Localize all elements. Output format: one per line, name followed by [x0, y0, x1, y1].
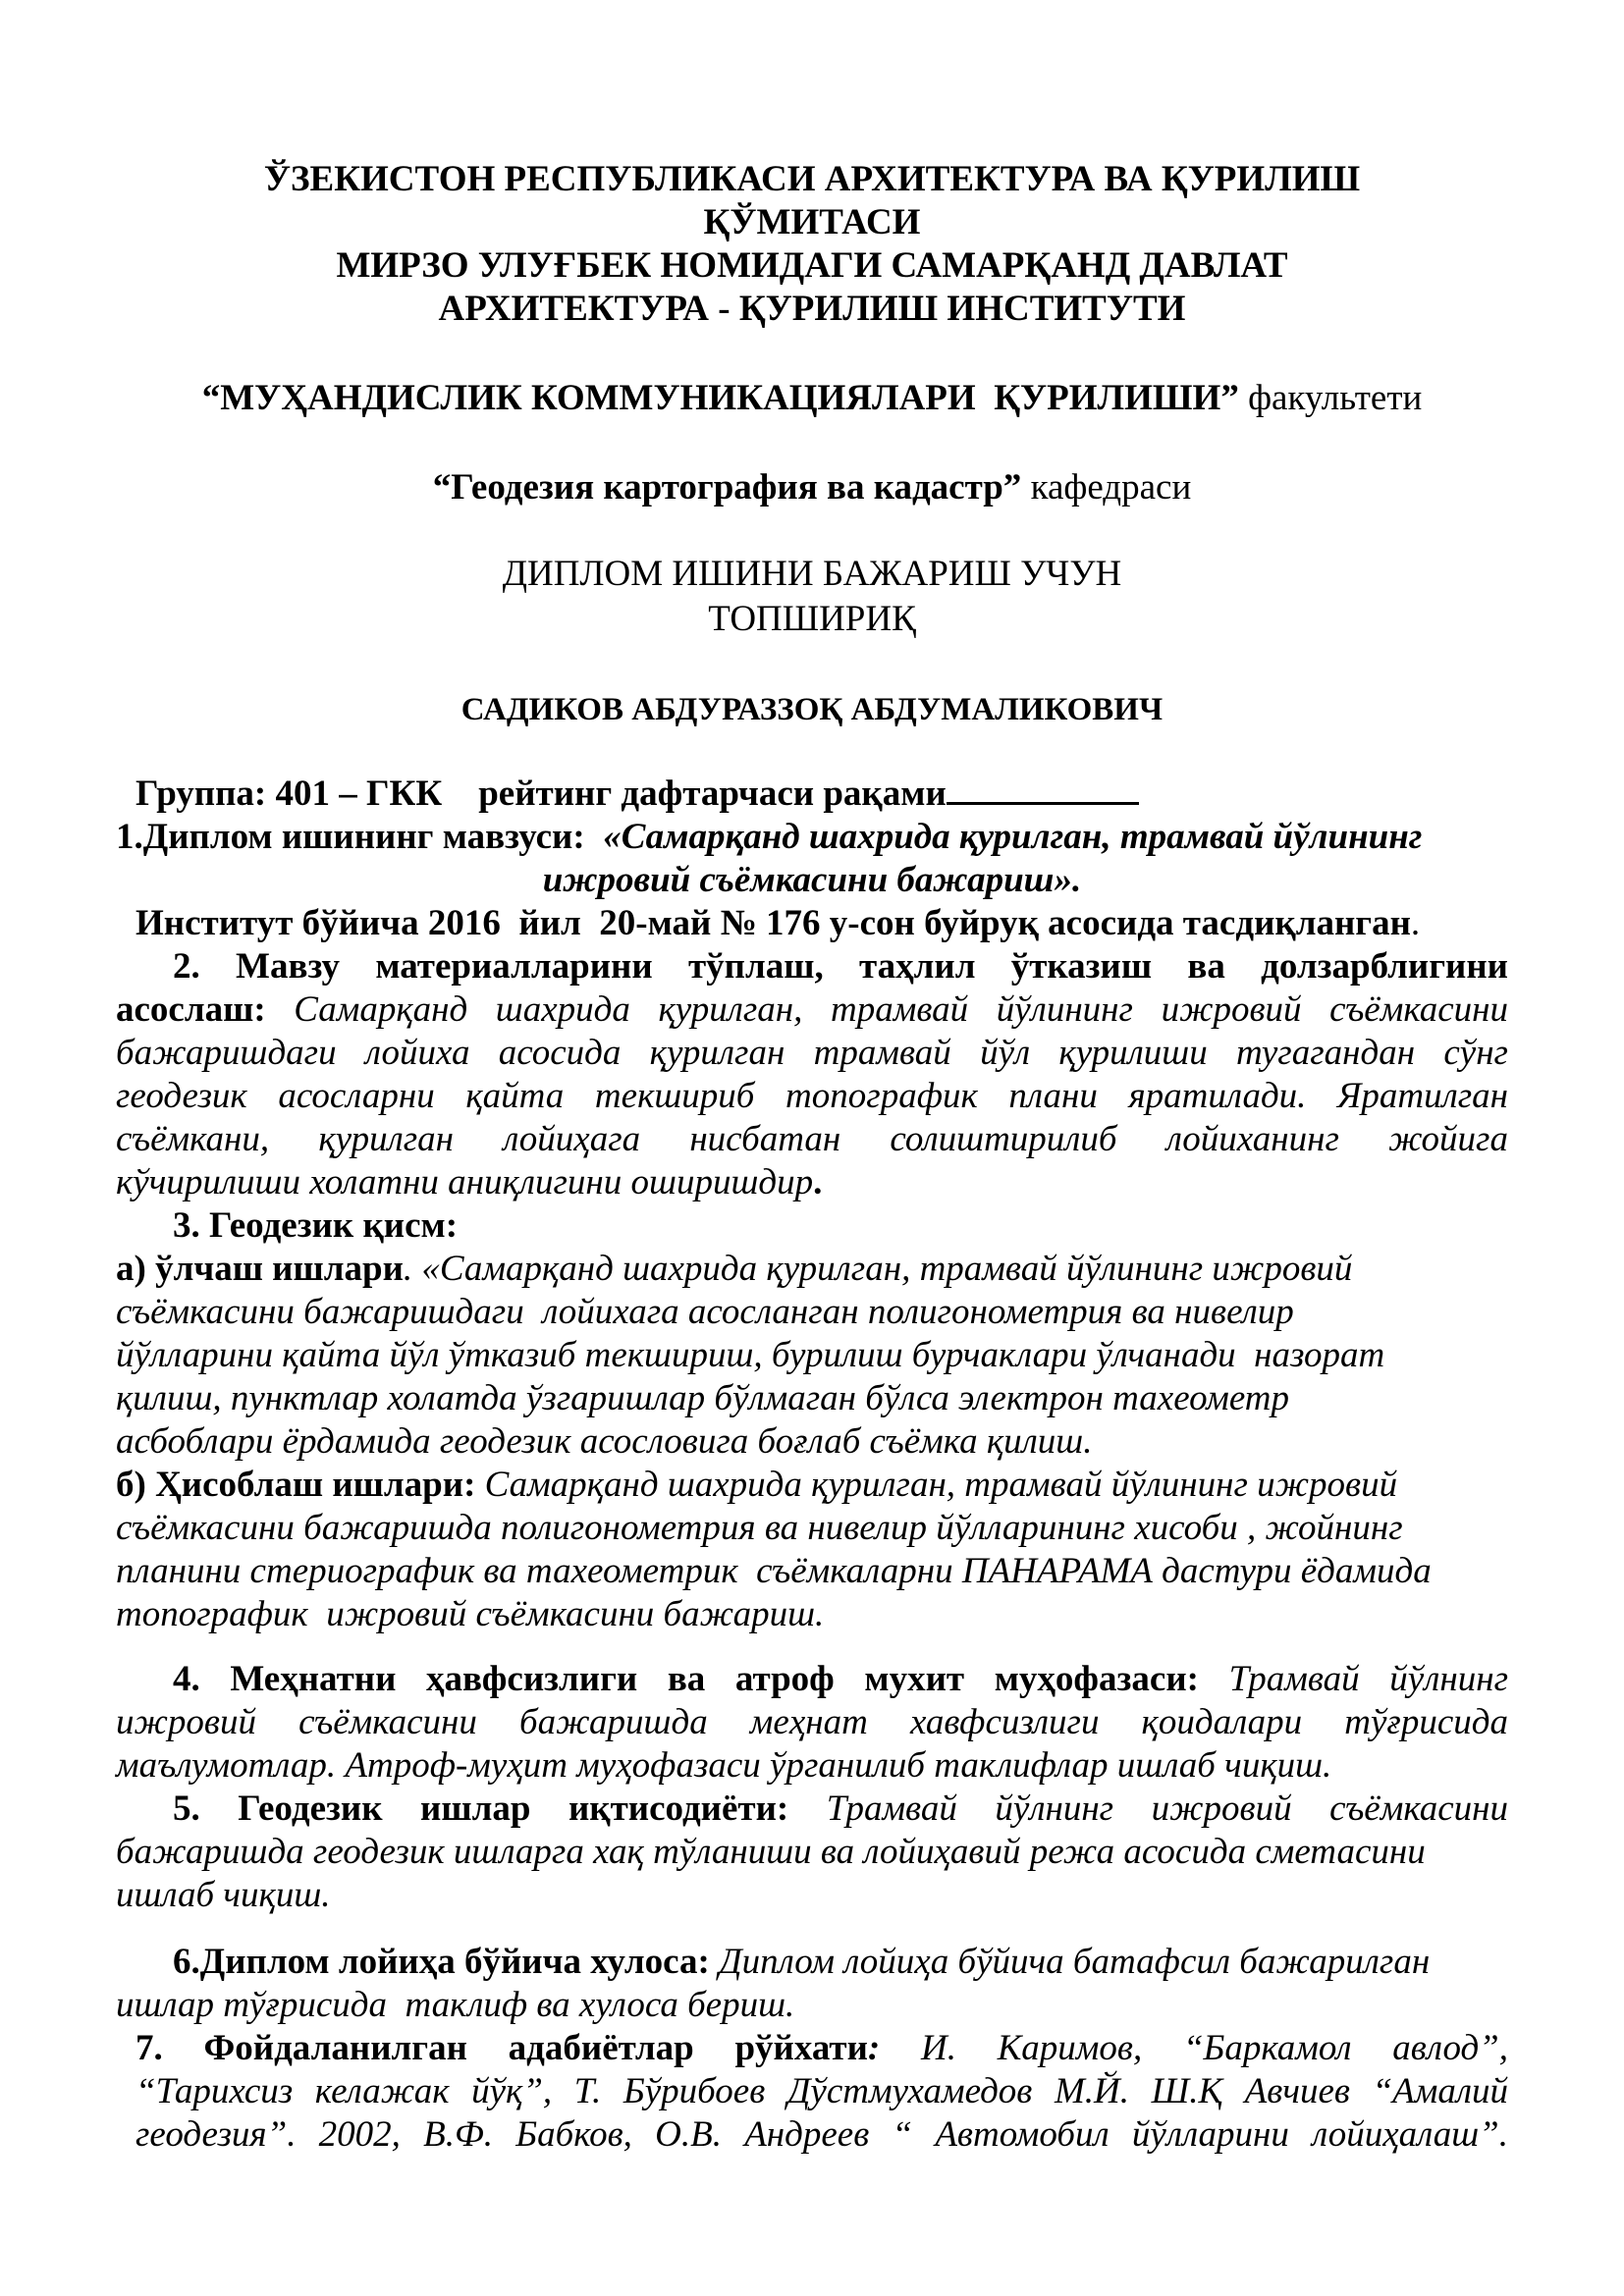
rating-number-blank [947, 773, 1139, 805]
section2-line-2: асослаш: Самарқанд шахрида қурилган, трамвай йўлининг ижровий съёмкасини [116, 989, 1508, 1030]
org-title-line-1: ЎЗЕКИСТОН РЕСПУБЛИКАСИ АРХИТЕКТУРА ВА ҚУРИЛИШ [263, 159, 1361, 199]
department-suffix: кафедраси [1021, 467, 1192, 507]
section2-line-3: бажаришдаги лойиха асосида қурилган трамвай йўл қурилиши тугагандан сўнг [116, 1033, 1508, 1073]
faculty-line [0, 376, 1624, 421]
section3-a-line-2: съёмкасини бажаришдаги лойихага асосланган полигонометрия ва нивелир [116, 1292, 1294, 1332]
department-line [0, 465, 1624, 510]
section3-b-line-4: топографик ижровий съёмкасини бажариш. [116, 1594, 825, 1634]
student-name: САДИКОВ АБДУРАЗЗОҚ АБДУМАЛИКОВИЧ [460, 692, 1164, 727]
section3-a-line-3: йўлларини қайта йўл ўтказиб текшириш, бурилиш бурчаклари ўлчанади назорат [116, 1335, 1385, 1375]
section7-line-2: “Тарихсиз келажак йўқ”, Т. Бўрибоев Дўстмухамедов М.Й. Ш.Қ Авчиев “Амалий [135, 2071, 1508, 2111]
section6-heading: 6.Диплом лойиҳа бўйича хулоса: [173, 1942, 710, 1982]
section7-line-1: 7. Фойдаланилган адабиётлар рўйхати: И. Каримов, “Баркамол авлод”, [135, 2028, 1508, 2068]
section2-line-4: геодезик асосларни қайта текшириб топографик плани яратилади. Яратилган [116, 1076, 1508, 1116]
section3-b-line-2: съёмкасини бажаришда полигонометрия ва нивелир йўлларининг хисоби , жойнинг [116, 1508, 1403, 1548]
group-line [135, 772, 1139, 817]
section4-heading: 4. Меҳнатни ҳавфсизлиги ва атроф мухит муҳофазаси: [173, 1659, 1199, 1699]
section3-heading: 3. Геодезик қисм: [173, 1205, 459, 1246]
org-title-line-2: ҚЎМИТАСИ [703, 202, 921, 242]
section3-a-line-1: а) ўлчаш ишлари. «Самарқанд шахрида қурилган, трамвай йўлининг ижровий [116, 1249, 1353, 1289]
section6-line-2: ишлар тўғрисида таклиф ва хулоса бериш. [116, 1985, 795, 2025]
section3-b-line-1: б) Ҳисоблаш ишлари: Самарқанд шахрида қурилган, трамвай йўлининг ижровий [116, 1465, 1398, 1505]
doc-title-line-2: ТОПШИРИҚ [708, 599, 916, 639]
section7-line-3: геодезия”. 2002, В.Ф. Бабков, О.В. Андреев “ Автомобил йўлларини лойиҳалаш”. [135, 2114, 1508, 2155]
section3-a-line-4: қилиш, пунктлар холатда ўзгаришлар бўлмаган бўлса электрон тахеометр [116, 1378, 1289, 1418]
section5-heading: 5. Геодезик ишлар иқтисодиёти: [173, 1789, 789, 1829]
section2-heading: 2. Мавзу материалларини тўплаш, таҳлил ўтказиш ва долзарблигини [173, 946, 1508, 987]
section5-line-2: бажаришда геодезик ишларга хақ тўланиши ва лойиҳавий режа асосида сметасини [116, 1832, 1426, 1872]
section1-topic-line-2: ижровий съёмкасини бажариш». [542, 860, 1082, 900]
org-title-line-3: МИРЗО УЛУҒБЕК НОМИДАГИ САМАРҚАНД ДАВЛАТ [336, 245, 1288, 286]
section4-line-3: маълумотлар. Атроф-муҳит муҳофазаси ўрганилиб таклифлар ишлаб чиқиш. [116, 1745, 1332, 1786]
calculation-works-label: б) Ҳисоблаш ишлари: [116, 1465, 476, 1505]
org-title-line-4: АРХИТЕКТУРА - ҚУРИЛИШ ИНСТИТУТИ [438, 289, 1186, 329]
section4-line-2: ижровий съёмкасини бажаришда меҳнат хавфсизлиги қоидалари тўғрисида [116, 1702, 1508, 1742]
doc-title-line-1: ДИПЛОМ ИШИНИ БАЖАРИШ УЧУН [502, 554, 1122, 594]
section5-line-1: 5. Геодезик ишлар иқтисодиёти: Трамвай йўлнинг ижровий съёмкасини [173, 1789, 1508, 1829]
section3-a-line-5: асбоблари ёрдамида геодезик асословига боғлаб съёмка қилиш. [116, 1421, 1093, 1462]
department-name: “Геодезия картография ва кадастр” [432, 467, 1022, 507]
section1-line-1 [116, 815, 1422, 860]
section2-line-6: кўчирилиши холатни аниқлигини оширишдир. [116, 1162, 823, 1202]
section4-line-1: 4. Меҳнатни ҳавфсизлиги ва атроф мухит муҳофазаси: Трамвай йўлнинг [173, 1659, 1508, 1699]
section5-line-3: ишлаб чиқиш. [116, 1875, 331, 1915]
group-label: Группа: 401 – ГКК рейтинг дафтарчаси рақами [135, 774, 947, 814]
measurement-works-label: а) ўлчаш ишлари [116, 1249, 404, 1289]
section2-line-5: съёмкани, қурилган лойиҳага нисбатан солиштирилиб лойиханинг жойига [116, 1119, 1508, 1159]
section7-heading: 7. Фойдаланилган адабиётлар рўйхати [135, 2028, 868, 2068]
section1-approval: Институт бўйича 2016 йил 20-май № 176 у-сон буйруқ асосида тасдиқланган. [135, 903, 1421, 943]
section6-line-1: 6.Диплом лойиҳа бўйича хулоса: Диплом лойиҳа бўйича батафсил бажарилган [173, 1942, 1431, 1982]
section1-label: 1.Диплом ишининг мавзуси: [116, 817, 585, 857]
faculty-name: “МУҲАНДИСЛИК КОММУНИКАЦИЯЛАРИ ҚУРИЛИШИ” [201, 378, 1239, 418]
section3-b-line-3: планини стериографик ва тахеометрик съёмкаларни ПАНАРАМА дастури ёдамида [116, 1551, 1432, 1591]
faculty-suffix: факультети [1238, 378, 1423, 418]
section1-topic-line-1: «Самарқанд шахрида қурилган, трамвай йўлининг [584, 817, 1423, 857]
